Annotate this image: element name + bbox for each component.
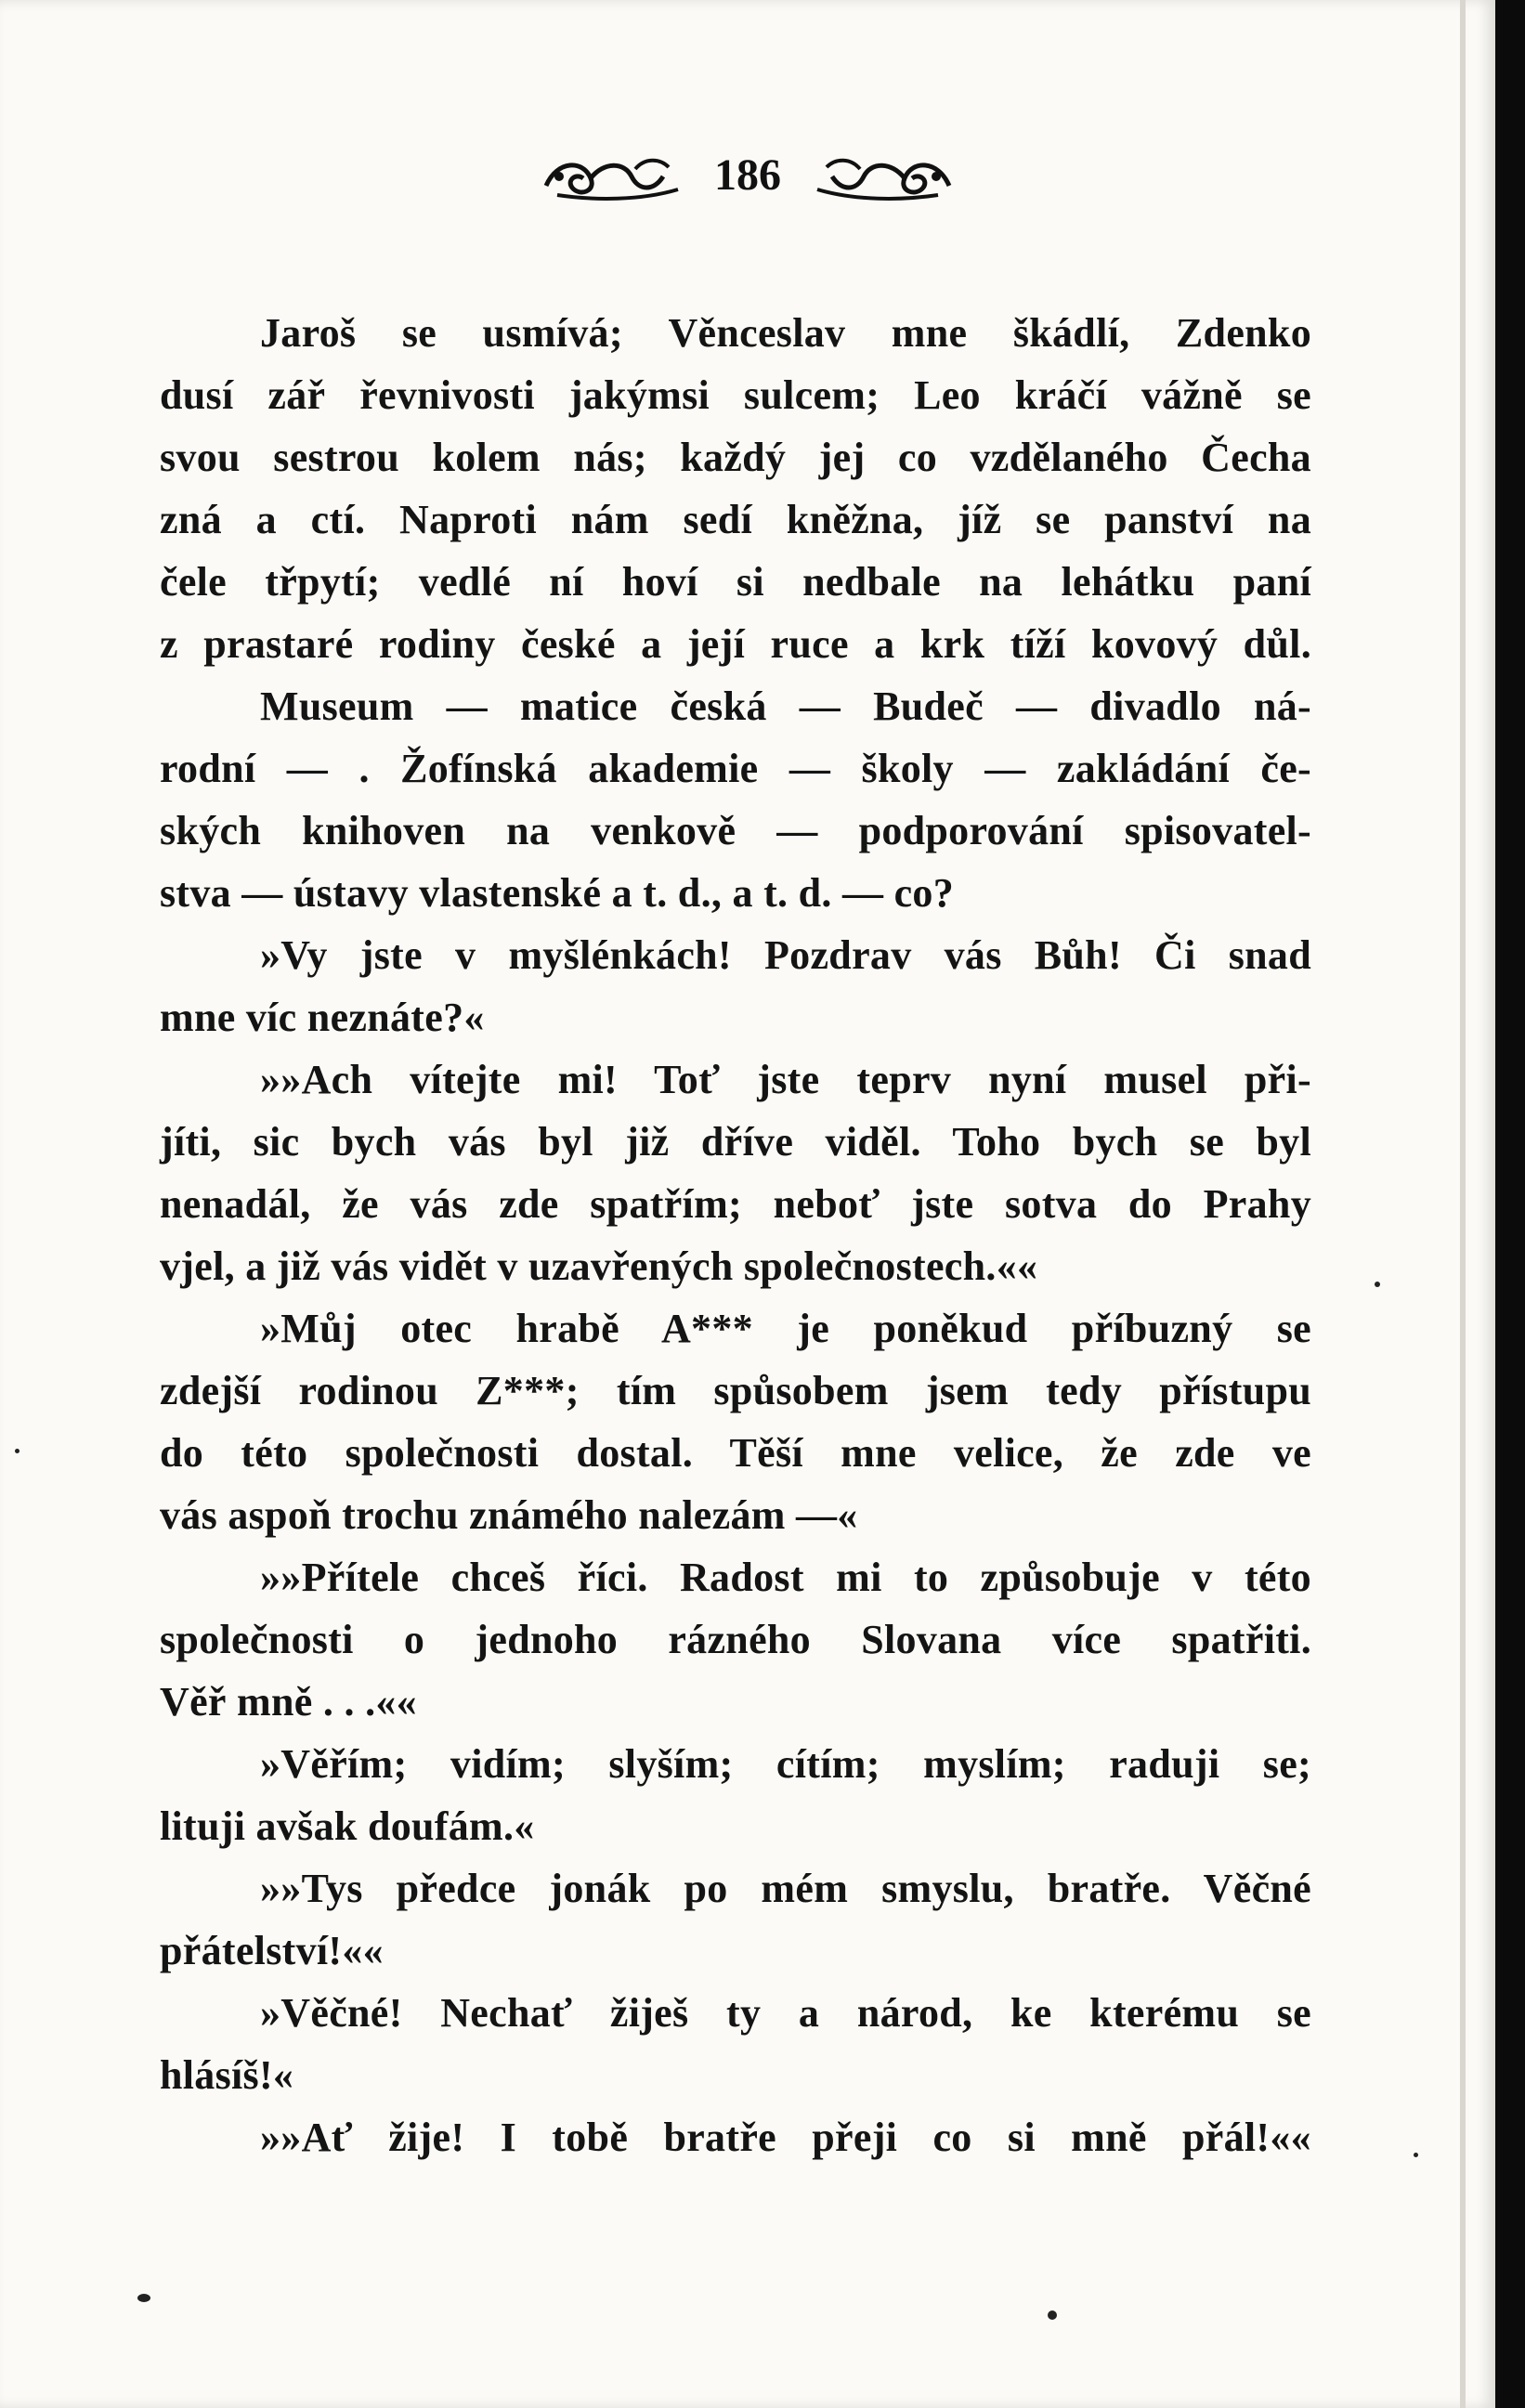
print-speck [137, 2294, 150, 2302]
text-line: lituji avšak doufám.« [160, 1803, 535, 1849]
text-line: svou sestrou kolem nás; každý jej co vzdělaného Čecha [160, 435, 1311, 480]
text-line: »»Ať žije! I tobě bratře přeji co si mně přál!«« [260, 2115, 1311, 2160]
text-line: Věř mně . . .«« [160, 1679, 417, 1725]
page-number: 186 [714, 150, 781, 200]
text-line: nenadál, že vás zde spatřím; neboť jste sotva do Prahy [160, 1181, 1311, 1227]
text-line: přátelství!«« [160, 1928, 384, 1973]
text-line: Jaroš se usmívá; Věnceslav mne škádlí, Zdenko [260, 310, 1311, 356]
ornament-flourish-left-icon [539, 149, 683, 202]
text-line: Museum — matice česká — Budeč — divadlo ná- [260, 683, 1311, 729]
page-edge-shadow [1460, 0, 1466, 2408]
text-line: »»Tys předce jonák po mém smyslu, bratře. Věčné [260, 1866, 1311, 1911]
body-text [160, 302, 1311, 2168]
text-line: »Věčné! Nechať žiješ ty a národ, ke kterému se [260, 1990, 1311, 2036]
text-line: vás aspoň trochu známého nalezám —« [160, 1492, 858, 1538]
text-line: čele třpytí; vedlé ní hoví si nedbale na lehátku paní [160, 559, 1311, 605]
page-header [0, 149, 1495, 202]
ornament-flourish-right-icon [813, 149, 957, 202]
print-speck [15, 1449, 20, 1453]
text-line: »»Přítele chceš říci. Radost mi to způsobuje v této [260, 1555, 1311, 1600]
text-line: »»Ach vítejte mi! Toť jste teprv nyní musel při- [260, 1057, 1311, 1102]
text-line: rodní — . Žofínská akademie — školy — zakládání če- [160, 746, 1311, 791]
text-line: »Věřím; vidím; slyším; cítím; myslím; raduji se; [260, 1741, 1311, 1787]
text-line: jíti, sic bych vás byl již dříve viděl. Toho bych se byl [160, 1119, 1311, 1165]
text-line: společnosti o jednoho rázného Slovana více spatřiti. [160, 1617, 1311, 1662]
text-line: vjel, a již vás vidět v uzavřených společnostech.«« [160, 1243, 1038, 1289]
text-line: z prastaré rodiny české a její ruce a krk tíží kovový důl. [160, 621, 1311, 667]
print-speck [1414, 2153, 1418, 2157]
print-speck [1375, 1282, 1380, 1287]
text-line: dusí zář řevnivosti jakýmsi sulcem; Leo kráčí vážně se [160, 372, 1311, 418]
text-line: do této společnosti dostal. Těší mne velice, že zde ve [160, 1430, 1311, 1476]
text-line: stva — ústavy vlastenské a t. d., a t. d. — co? [160, 870, 955, 916]
print-speck [1048, 2310, 1057, 2320]
text-line: »Můj otec hrabě A*** je poněkud příbuzný se [260, 1306, 1311, 1351]
text-line: »Vy jste v myšlénkách! Pozdrav vás Bůh! Či snad [260, 932, 1311, 978]
text-line: zdejší rodinou Z***; tím spůsobem jsem tedy přístupu [160, 1368, 1311, 1413]
text-line: hlásíš!« [160, 2052, 294, 2098]
text-line: ských knihoven na venkově — podporování spisovatel- [160, 808, 1311, 853]
text-line: mne víc neznáte?« [160, 995, 485, 1040]
text-line: zná a ctí. Naproti nám sedí kněžna, jíž se panství na [160, 497, 1311, 542]
